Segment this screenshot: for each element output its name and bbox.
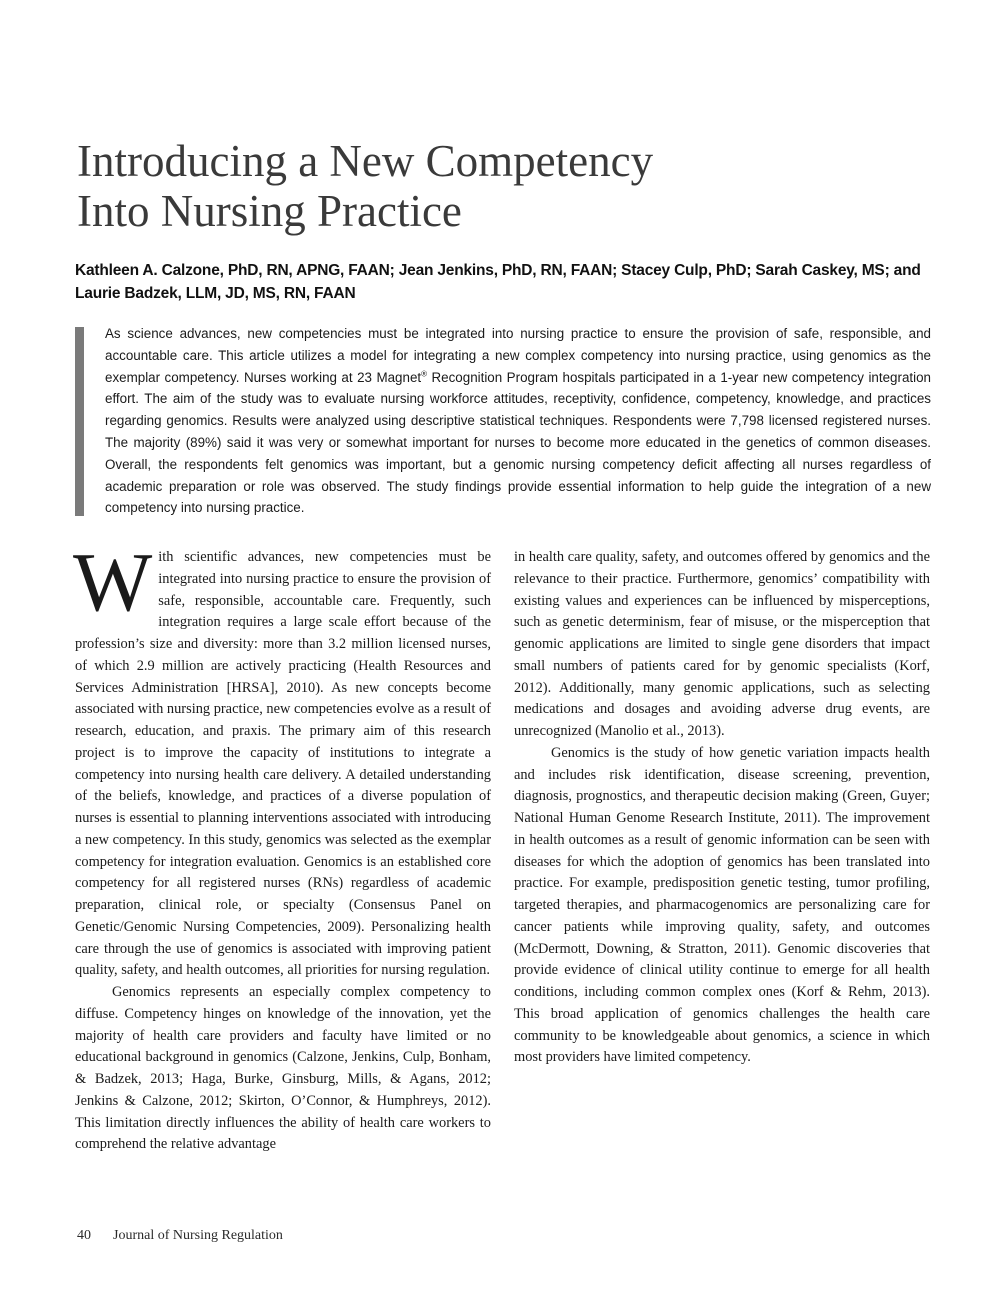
abstract	[75, 323, 931, 517]
body-column-right	[514, 547, 930, 1069]
body-paragraph-2: Genomics represents an especially complex competency to diffuse. Competency hinges on knowledge of the innovation, yet the majority of health care providers and faculty have limited or no educational background in genomics (Calzone, Jenkins, Culp, Bonham, & Badzek, 2013; Haga, Burke, Ginsburg, Mills, & Agans, 2012; Jenkins & Calzone, 2012; Skirton, O’Connor, & Humphreys, 2012). This limitation directly influences the ability of health care workers to comprehend the relative advantage	[75, 984, 491, 1153]
body-paragraph-2-continued: in health care quality, safety, and outcomes offered by genomics and the relevance to their practice. Furthermore, genomics’ compatibility with existing values and experiences can be influenced by misperceptions, such as genetic determinism, fear of misuse, or the misperception that genomic applications are limited to single gene disorders that impact small numbers of patients cared for by genomic specialists (Korf, 2012). Additionally, many genomic applications, such as selecting medications and dosages and avoiding adverse drug events, are unrecognized (Manolio et al., 2013).	[514, 549, 930, 739]
body-column-left	[73, 536, 491, 1156]
abstract-side-bar	[75, 327, 84, 516]
title-line-1: Introducing a New Competency	[77, 136, 654, 186]
abstract-part-1: As science advances, new competencies must be integrated into nursing practice to ensure the provision of safe, responsible, and accountable care. This article utilizes a model for integrating a new complex competency into nursing practice, using genomics as the exemplar competency. Nurses working at 23 Magnet	[105, 326, 931, 385]
abstract-text	[105, 323, 931, 519]
article-title	[77, 136, 937, 236]
body-paragraph-1	[73, 536, 491, 982]
author-list: Kathleen A. Calzone, PhD, RN, APNG, FAAN; Jean Jenkins, PhD, RN, FAAN; Stacey Culp, PhD; Sarah Caskey, MS; and Laurie Badzek, LLM, JD, MS, RN, FAAN	[75, 262, 921, 302]
drop-cap: W	[73, 536, 153, 629]
abstract-part-2: Recognition Program hospitals participated in a 1-year new competency integration effort. The aim of the study was to evaluate nursing workforce attitudes, receptivity, confidence, competency, knowledge, and practices regarding genomics. Results were analyzed using descriptive statistical techniques. Respondents were 7,798 licensed registered nurses. The majority (89%) said it was very or somewhat important for nurses to become more educated in the genetics of common diseases. Overall, the respondents felt genomics was important, but a genomic nursing competency deficit affecting all nurses regardless of academic preparation or role was observed. The study findings provide essential information to help guide the integration of a new competency into nursing practice.	[105, 369, 931, 516]
title-line-2: Into Nursing Practice	[77, 186, 462, 236]
journal-name: Journal of Nursing Regulation	[113, 1228, 283, 1243]
page-number: 40	[77, 1228, 91, 1243]
registered-mark: ®	[421, 369, 428, 379]
body-paragraph-3: Genomics is the study of how genetic variation impacts health and includes risk identification, disease screening, prevention, diagnosis, prognostics, and therapeutic decision making (Green, Guyer; National Human Genome Research Institute, 2011). The improvement in health outcomes as a result of genomic information can be seen with diseases for which the adoption of genomics has been translated into practice. For example, predisposition genetic testing, tumor profiling, targeted therapies, and pharmacogenomics are personalizing care for cancer patients while improving quality, safety, and outcomes (McDermott, Downing, & Stratton, 2011). Genomic discoveries that provide evidence of clinical utility continue to emerge for all health conditions, including common complex ones (Korf & Rehm, 2013). This broad application of genomics challenges the health care community to be knowledgeable about genomics, a science in which most providers have limited competency.	[514, 744, 930, 1066]
body-paragraph-1-text: ith scientific advances, new competencies must be integrated into nursing practice to ensure the provision of safe, responsible, accountable care. Frequently, such integration requires a large scale effort because of the profession’s size and diversity: more than 3.2 million licensed nurses, of which 2.9 million are actively practicing (Health Resources and Services Administration [HRSA], 2010). As new concepts become associated with nursing practice, new competencies evolve as a result of research, education, and praxis. The primary aim of this research project is to improve the capacity of institutions to integrate a competency into nursing health care delivery. A detailed understanding of the beliefs, knowledge, and practices of a diverse population of nurses is essential to planning interventions associated with introducing a new competency. In this study, genomics was selected as the exemplar competency for integration evaluation. Genomics is an established core competency for all registered nurses (RNs) regardless of academic preparation, clinical role, or specialty (Consensus Panel on Genetic/Genomic Nursing Competencies, 2009). Personalizing health care through the use of genomics is associated with improving patient quality, safety, and health outcomes, all priorities for nursing regulation.	[75, 549, 491, 979]
page-footer	[77, 1228, 283, 1244]
